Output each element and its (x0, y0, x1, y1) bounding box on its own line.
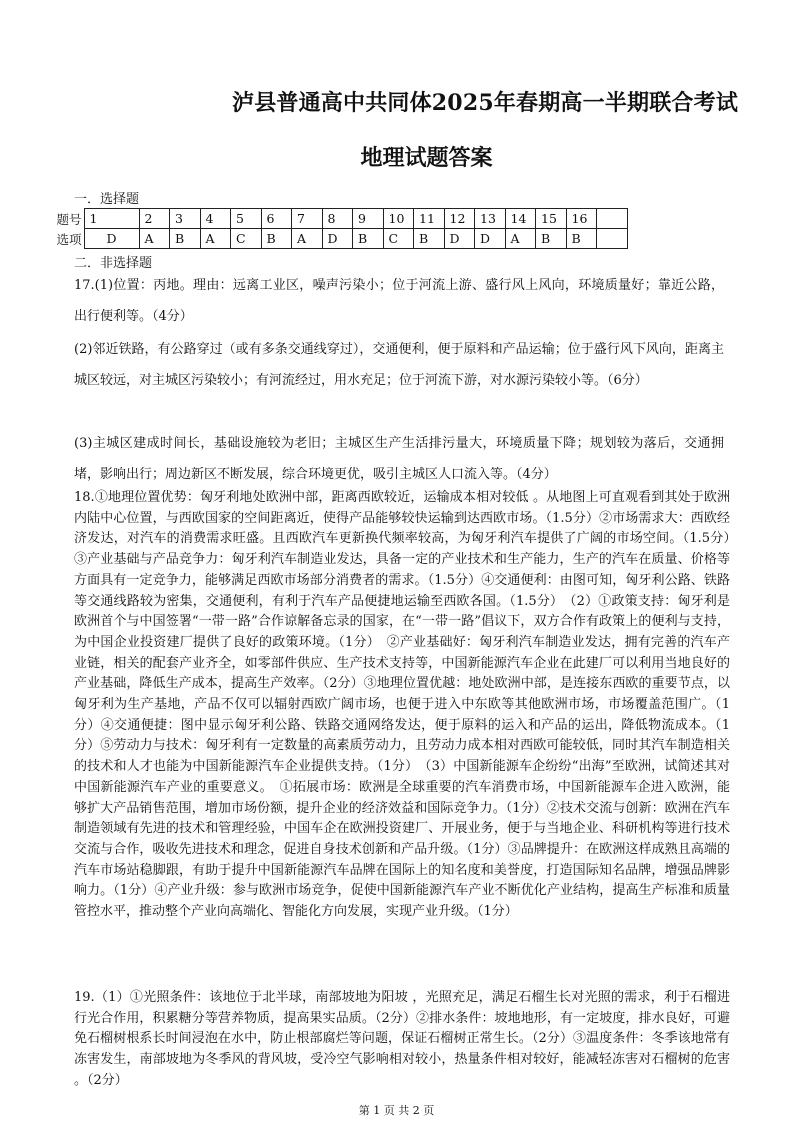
answer-cell: B (566, 229, 597, 249)
section-choice-heading: 一．选择题 (74, 192, 140, 207)
question-number: 3 (170, 209, 201, 229)
question-number: 2 (139, 209, 170, 229)
question-number: 1 (84, 209, 139, 229)
section-nonchoice-heading: 二．非选择题 (74, 256, 153, 271)
answer-cell: C (383, 229, 414, 249)
q17-part1: 17.(1)位置：丙地。理由：远离工业区，噪声污染小；位于河流上游、盛行风上风向，环境质量好；靠近公路，出行便利等。（4分） (74, 278, 724, 324)
question-number: 5 (231, 209, 262, 229)
answer-cell: D (444, 229, 475, 249)
q18-answer: 18.①地理位置优势：匈牙利地处欧洲中部，距离西欧较近，运输成本相对较低 。从地图上可直观看到其处于欧洲内陆中心位置，与西欧国家的空间距离近，使得产品能够较快运输到达西欧市场。（1.5分）②市场需求大：西欧经济发达，对汽车的消费需求旺盛。且西欧汽车更新换代频率较高，为匈牙利汽车提供了广阔的市场空间。（1.5分） ③产业基础与产品竞争力：匈牙利汽车制造业发达，具备一定的产业技术和生产能力，生产的汽车在质量、价格等方面具有一定竞争力，能够满足西欧市场部分消费者的需求。（1.5分）④交通便利：由图可知，匈牙利公路、铁路等交通线路较为密集，交通便利，有利于汽车产品便捷地运输至西欧各国。（1.5分） （2）①政策支持：匈牙利是欧洲首个与中国签署“一带一路”合作谅解备忘录的国家，在“一带一路”倡议下，双方合作有政策上的便利与支持，为中国企业投资建厂提供了良好的政策环境。（1分） ②产业基础好：匈牙利汽车制造业发达，拥有完善的汽车产业链，相关的配套产业齐全，如零部件供应、生产技术支持等，中国新能源汽车企业在此建厂可以利用当地良好的产业基础，降低生产成本，提高生产效率。（2分）③地理位置优越：地处欧洲中部，是连接东西欧的重要节点，以匈牙利为生产基地，产品不仅可以辐射西欧广阔市场，也便于进入中东欧等其他欧洲市场，市场覆盖范围广。（1分）④交通便捷：图中显示匈牙利公路、铁路交通网络发达，便于原料的运入和产品的运出，降低物流成本。（1分）⑤劳动力与技术：匈牙利有一定数量的高素质劳动力，且劳动力成本相对西欧可能较低，同时其汽车制造相关的技术和人才也能为中国新能源汽车企业提供支持。（1分） （3）中国新能源车企纷纷“出海”至欧洲，试简述其对中国新能源汽车产业的重要意义。 ①拓展市场：欧洲是全球重要的汽车消费市场，中国新能源车企进入欧洲，能够扩大产品销售范围，增加市场份额，提升企业的经济效益和国际竞争力。（1分）②技术交流与创新：欧洲在汽车制造领域有先进的技术和管理经验，中国车企在欧洲投资建厂、开展业务，便于与当地企业、科研机构等进行技术交流与合作，吸收先进技术和理念，促进自身技术创新和产品升级。（1分）③品牌提升：在欧洲这样成熟且高端的汽车市场站稳脚跟，有助于提升中国新能源汽车品牌在国际上的知名度和美誉度，打造国际知名品牌，增强品牌影响力。（1分）④产业升级：参与欧洲市场竞争，促使中国新能源汽车产业不断优化产业结构，提高生产标准和质量管控水平，推动整个产业向高端化、智能化方向发展，实现产业升级。（1分） (74, 490, 744, 920)
question-number: 12 (444, 209, 475, 229)
answer-cell: B (414, 229, 445, 249)
row-label-answer: 选项 (56, 231, 82, 247)
answer-cell: B (261, 229, 292, 249)
answer-cell: A (505, 229, 536, 249)
answer-cell: A (139, 229, 170, 249)
question-number: 6 (261, 209, 292, 229)
q17-part3: (3)主城区建成时间长，基础设施较为老旧；主城区生产生活排污量大，环境质量下降；规划较为落后，交通拥堵，影响出行；周边新区不断发展，综合环境更优，吸引主城区人口流入等。（4分） (74, 436, 724, 482)
exam-subtitle: 地理试题答案 (360, 145, 493, 171)
question-number: 13 (475, 209, 506, 229)
question-number: 4 (200, 209, 231, 229)
answer-cell: B (536, 229, 567, 249)
q19-answer: 19.（1）①光照条件：该地位于北半球，南部坡地为阳坡 ，光照充足，满足石榴生长对光照的需求，利于石榴进行光合作用，积累糖分等营养物质，提高果实品质。（2分）②排水条件：坡地地形，有一定坡度，排水良好，可避免石榴树根系长时间浸泡在水中，防止根部腐烂等问题，保证石榴树正常生长。（2分）③温度条件：冬季该地常有冻害发生，南部坡地为冬季风的背风坡，受冷空气影响相对较小，热量条件相对较好，能减轻冻害对石榴树的危害 。（2分） (74, 990, 730, 1088)
exam-title: 泸县普通高中共同体2025年春期高一半期联合考试 (232, 90, 739, 116)
question-number: 11 (414, 209, 445, 229)
answer-cell: B (353, 229, 384, 249)
answer-cell: C (231, 229, 262, 249)
page-footer: 第 1 页 共 2 页 (358, 1104, 435, 1117)
question-number: 16 (566, 209, 597, 229)
question-number: 8 (322, 209, 353, 229)
row-label-question: 题号 (56, 211, 82, 227)
question-number: 10 (383, 209, 414, 229)
question-number: 9 (353, 209, 384, 229)
answer-cell: D (475, 229, 506, 249)
answer-table (52, 208, 628, 249)
answer-cell: B (170, 229, 201, 249)
answer-cell: A (292, 229, 323, 249)
question-number-row (52, 209, 627, 229)
question-number: 14 (505, 209, 536, 229)
q17-part2: (2)邻近铁路，有公路穿过（或有多条交通线穿过），交通便利，便于原料和产品运输；位于盛行风下风向，距离主城区较远，对主城区污染较小；有河流经过，用水充足；位于河流下游，对水源污染较小等。（6分） (74, 342, 724, 388)
answer-row (52, 229, 627, 249)
question-number (597, 209, 628, 229)
answer-cell: D (322, 229, 353, 249)
question-number: 7 (292, 209, 323, 229)
question-number: 15 (536, 209, 567, 229)
answer-cell (597, 229, 628, 249)
answer-cell: A (200, 229, 231, 249)
answer-cell: D (84, 229, 139, 249)
